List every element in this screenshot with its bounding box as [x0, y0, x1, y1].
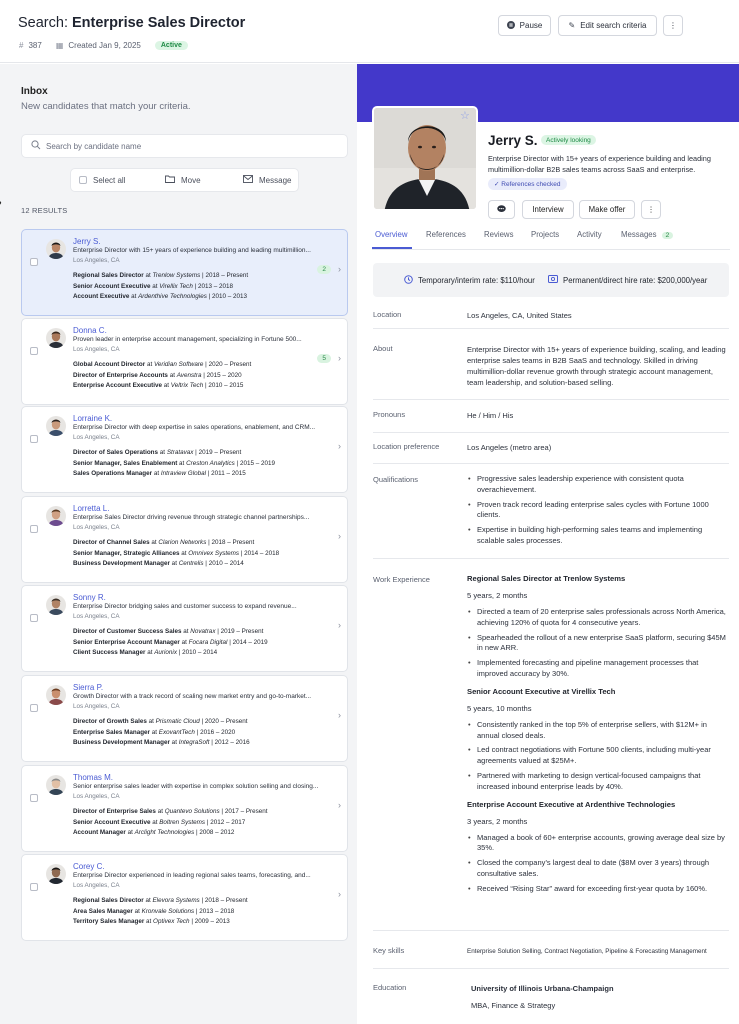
- job-entry: Area Sales Manager at Kronvale Solutions | 2013 – 2018: [73, 907, 235, 915]
- references-badge-label: References checked: [501, 181, 561, 188]
- hash-icon: #: [19, 41, 24, 50]
- job-title: Area Sales Manager: [73, 907, 133, 915]
- candidate-headline: Proven leader in enterprise account management, specializing in Fortune 500...: [73, 336, 302, 343]
- calendar-icon: ▦: [55, 41, 64, 50]
- job-dates: 2018 – Present: [211, 539, 255, 546]
- location-preference-value: Los Angeles (metro area): [467, 443, 552, 452]
- experience-bullet: • Received “Rising Star” award for exceeding first-year quota by 160%.: [467, 884, 729, 895]
- education-row: [373, 969, 729, 1024]
- message-count-badge: 2: [317, 265, 331, 274]
- profile-summary: Enterprise Director with 15+ years of experience building and leading multimillion-dollar B2B sales teams across SaaS and enterprise.: [488, 154, 711, 174]
- pencil-icon: ✎: [568, 21, 576, 30]
- experience-duration: 5 years, 10 months: [467, 703, 532, 713]
- job-dates: 2012 – 2017: [210, 818, 246, 826]
- about-label: About: [373, 344, 393, 353]
- experience-bullet: • Consistently ranked in the top 5% of enterprise sellers, with $12M+ in annual closed deals.: [467, 720, 729, 742]
- candidate-name[interactable]: Lorretta L.: [73, 504, 110, 513]
- experience-list: [467, 573, 729, 899]
- job-title: Director of Channel Sales: [73, 539, 150, 546]
- experience-bullet: • Spearheaded the rollout of a new enterprise SaaS platform, securing $45M in new ARR.: [467, 633, 729, 655]
- job-company: Quantevo Solutions: [164, 808, 220, 815]
- rates-banner: [373, 263, 729, 297]
- candidate-card[interactable]: [21, 496, 348, 583]
- select-all-checkbox[interactable]: [79, 176, 87, 184]
- message-count-badge: 5: [317, 354, 331, 363]
- job-entry: Director of Customer Success Sales at Novatrax | 2019 – Present: [73, 628, 264, 635]
- job-entry: Director of Growth Sales at Prismatic Cloud | 2020 – Present: [73, 718, 248, 725]
- job-dates: 2008 – 2012: [199, 829, 235, 836]
- candidate-headline: Growth Director with a track record of scaling new market entry and go-to-market...: [73, 693, 312, 700]
- experience-bullet: • Led contract negotiations with Fortune 500 clients, including multi-year agreements valued at $25M+.: [467, 745, 729, 767]
- profile-tabs: [372, 226, 730, 250]
- clock-icon: [404, 275, 413, 286]
- job-entry: Account Executive at Ardenthive Technologies | 2010 – 2013: [73, 293, 248, 300]
- job-entry: Director of Enterprise Accounts at Avenstra | 2015 – 2020: [73, 371, 242, 379]
- candidate-location: Los Angeles, CA: [73, 613, 120, 620]
- edit-search-button[interactable]: [558, 15, 657, 36]
- experience-bullet: • Implemented forecasting and pipeline management processes that improved accuracy by 30%.: [467, 658, 729, 680]
- pronouns-row: [373, 400, 729, 433]
- qualification-item: • Expertise in building high-performing sales teams and implementing scalable sales processes.: [467, 525, 729, 547]
- candidate-checkbox[interactable]: [30, 347, 38, 355]
- search-id: 387: [28, 41, 42, 50]
- interview-label: Interview: [532, 205, 564, 214]
- work-experience-row: [373, 559, 729, 931]
- candidate-location: Los Angeles, CA: [73, 434, 120, 441]
- job-history: [73, 718, 250, 750]
- message-button[interactable]: [243, 175, 291, 185]
- experience-title: Senior Account Executive at Virellix Tech: [467, 686, 616, 696]
- job-history: [73, 449, 275, 481]
- job-dates: 2010 – 2014: [208, 560, 244, 567]
- move-button[interactable]: [165, 175, 201, 185]
- job-dates: 2018 – Present: [204, 897, 248, 904]
- job-dates: 2010 – 2014: [182, 649, 218, 656]
- job-title: Senior Account Executive: [73, 282, 151, 290]
- avatar: [46, 864, 66, 884]
- experience-bullets: [467, 833, 729, 895]
- job-dates: 2017 – Present: [224, 808, 268, 815]
- job-dates: 2016 – 2020: [200, 728, 236, 736]
- experience-bullet: • Partnered with marketing to design vertical-focused campaigns that increased inbound enterprise leads by 40%.: [467, 771, 729, 793]
- job-title: Regional Sales Director: [73, 272, 144, 279]
- job-dates: 2013 – 2018: [199, 907, 235, 915]
- candidate-checkbox[interactable]: [30, 794, 38, 802]
- job-entry: Senior Manager, Sales Enablement at Creston Analytics | 2015 – 2019: [73, 459, 275, 467]
- job-company: Trenlow Systems: [152, 272, 201, 279]
- job-title: Territory Sales Manager: [73, 918, 145, 925]
- candidate-headline: Enterprise Sales Director driving revenue through strategic channel partnerships...: [73, 514, 310, 521]
- tab-references[interactable]: References: [426, 230, 466, 239]
- pause-label: Pause: [519, 21, 543, 30]
- candidate-card[interactable]: [21, 854, 348, 941]
- candidate-name[interactable]: Sonny R.: [73, 593, 106, 602]
- candidate-card[interactable]: [21, 675, 348, 762]
- job-dates: 2015 – 2020: [206, 371, 242, 379]
- candidate-checkbox[interactable]: [30, 704, 38, 712]
- job-entry: Senior Account Executive at Boltren Systems | 2012 – 2017: [73, 818, 246, 826]
- messages-count-badge: 2: [662, 232, 674, 239]
- avatar: [46, 416, 66, 436]
- candidate-name[interactable]: Thomas M.: [73, 773, 114, 782]
- job-company: Avenstra: [176, 371, 202, 379]
- degree: MBA, Finance & Strategy: [471, 1001, 556, 1010]
- pronouns-value: He / Him / His: [467, 411, 514, 420]
- job-entry: Account Manager at Arclight Technologies | 2008 – 2012: [73, 829, 235, 836]
- job-company: Centrelis: [178, 560, 204, 567]
- avatar: [46, 506, 66, 526]
- avatar: [46, 328, 66, 348]
- mail-icon: [243, 175, 253, 185]
- candidate-headline: Enterprise Director experienced in leading regional sales teams, forecasting, and...: [73, 872, 311, 879]
- job-entry: Director of Channel Sales at Clarion Networks | 2018 – Present: [73, 539, 255, 546]
- perm-rate: [548, 275, 707, 285]
- candidate-name[interactable]: Sierra P.: [73, 683, 104, 692]
- candidate-location: Los Angeles, CA: [73, 346, 120, 353]
- job-history: [73, 808, 268, 840]
- looking-badge: Actively looking: [541, 135, 596, 145]
- avatar: [46, 685, 66, 705]
- job-dates: 2012 – 2016: [214, 739, 250, 746]
- money-icon: [548, 275, 558, 285]
- job-dates: 2010 – 2015: [208, 382, 244, 389]
- job-title: Senior Account Executive: [73, 818, 151, 826]
- check-icon: ✓: [494, 181, 502, 188]
- job-history: [73, 628, 268, 660]
- candidate-card[interactable]: [21, 229, 348, 316]
- job-entry: Senior Manager, Strategic Alliances at Omnivex Systems | 2014 – 2018: [73, 549, 280, 557]
- inbox-panel: [0, 64, 357, 1024]
- job-company: Elevora Systems: [152, 897, 200, 904]
- qualifications-label: Qualifications: [373, 475, 419, 484]
- candidate-location: Los Angeles, CA: [73, 257, 120, 264]
- job-company: Omnivex Systems: [188, 549, 240, 557]
- job-entry: Director of Sales Operations at Stratavax | 2019 – Present: [73, 449, 242, 456]
- job-title: Account Manager: [73, 829, 126, 836]
- work-experience-label: Work Experience: [373, 575, 430, 584]
- job-dates: 2020 – Present: [204, 718, 248, 725]
- job-title: Enterprise Account Executive: [73, 382, 163, 389]
- job-company: IntegraSoft: [178, 739, 210, 746]
- chevron-right-icon[interactable]: ›: [338, 441, 341, 451]
- inbox-subtitle: New candidates that match your criteria.: [21, 101, 191, 112]
- created-date: Created Jan 9, 2025: [68, 41, 141, 50]
- job-company: Ardenthive Technologies: [138, 293, 207, 300]
- job-title: Business Development Manager: [73, 739, 170, 746]
- job-entry: Global Account Director at Veridian Software | 2020 – Present: [73, 361, 252, 368]
- job-entry: Senior Enterprise Account Manager at Focara Digital | 2014 – 2019: [73, 638, 268, 646]
- experience-bullets: [467, 720, 729, 793]
- job-title: Client Success Manager: [73, 649, 146, 656]
- job-company: Prismatic Cloud: [155, 718, 200, 725]
- temp-rate-label: Temporary/interim rate: $110/hour: [418, 276, 535, 285]
- job-entry: Senior Account Executive at Virellix Tech | 2013 – 2018: [73, 282, 233, 290]
- job-dates: 2013 – 2018: [197, 282, 233, 290]
- make-offer-button[interactable]: [579, 200, 635, 219]
- candidate-search-input[interactable]: [46, 142, 326, 151]
- candidate-location: Los Angeles, CA: [73, 882, 120, 889]
- job-title: Business Development Manager: [73, 560, 170, 567]
- job-company: Veridian Software: [153, 361, 204, 368]
- about-value: Enterprise Director with 15+ years of experience building, scaling, and leading enterprise sales teams in B2B SaaS and technology. Skilled in driving multimillion-dollar revenue growth through strategic account management, team leadership, and solution-based selling.: [467, 345, 726, 387]
- job-company: Aurionix: [154, 649, 177, 656]
- tab-messages[interactable]: [621, 230, 673, 239]
- search-name: Enterprise Sales Director: [72, 15, 246, 31]
- experience-title: Enterprise Account Executive at Ardenthive Technologies: [467, 799, 676, 809]
- job-title: Senior Manager, Strategic Alliances: [73, 549, 180, 557]
- location-value: Los Angeles, CA, United States: [467, 311, 572, 320]
- job-company: Virellix Tech: [159, 282, 193, 290]
- candidate-headline: Senior enterprise sales leader with expertise in complex solution selling and closing...: [73, 783, 319, 790]
- select-all-label: Select all: [93, 175, 126, 185]
- candidate-headline: Enterprise Director bridging sales and customer success to expand revenue...: [73, 603, 297, 610]
- candidate-location: Los Angeles, CA: [73, 793, 120, 800]
- candidate-profile: [357, 64, 739, 1024]
- more-options-button[interactable]: [663, 15, 683, 36]
- candidate-name[interactable]: Lorraine K.: [73, 414, 113, 423]
- job-history: [73, 361, 251, 393]
- tab-reviews[interactable]: Reviews: [484, 230, 514, 239]
- chevron-right-icon[interactable]: ›: [338, 264, 341, 274]
- job-entry: Enterprise Sales Manager at ExovantTech | 2016 – 2020: [73, 728, 236, 736]
- chevron-right-icon[interactable]: ›: [338, 620, 341, 630]
- experience-bullet: • Closed the company’s largest deal to date ($8M over 3 years) through consultative sales.: [467, 858, 729, 880]
- job-entry: Business Development Manager at Centrelis | 2010 – 2014: [73, 560, 244, 567]
- candidate-name[interactable]: Donna C.: [73, 326, 107, 335]
- chat-bubble-icon: [497, 205, 506, 215]
- job-dates: 2020 – Present: [208, 361, 252, 368]
- job-history: [73, 539, 279, 571]
- job-entry: Client Success Manager at Aurionix | 2010 – 2014: [73, 649, 218, 656]
- inbox-title: Inbox: [21, 86, 48, 97]
- job-company: Creston Analytics: [186, 459, 235, 467]
- candidate-checkbox[interactable]: [30, 614, 38, 622]
- candidate-card[interactable]: [21, 318, 348, 405]
- job-title: Regional Sales Director: [73, 897, 144, 904]
- school-name: University of Illinois Urbana-Champaign: [471, 984, 614, 993]
- search-icon: [31, 140, 41, 153]
- job-company: Stratavax: [166, 449, 194, 456]
- job-title: Director of Growth Sales: [73, 718, 147, 725]
- move-label: Move: [181, 175, 201, 185]
- references-badge: [488, 178, 567, 190]
- job-dates: 2019 – Present: [198, 449, 242, 456]
- job-title: Senior Manager, Sales Enablement: [73, 459, 178, 467]
- job-company: ExovantTech: [158, 728, 195, 736]
- job-title: Director of Customer Success Sales: [73, 628, 182, 635]
- job-title: Director of Sales Operations: [73, 449, 159, 456]
- avatar: [46, 595, 66, 615]
- profile-more-button[interactable]: [641, 200, 661, 219]
- education-label: Education: [373, 983, 407, 992]
- job-dates: 2014 – 2019: [232, 638, 268, 646]
- page-header: [0, 0, 739, 63]
- candidate-card[interactable]: [21, 765, 348, 852]
- profile-name: Jerry S.: [488, 133, 538, 148]
- location-row: [373, 302, 729, 329]
- job-title: Account Executive: [73, 293, 130, 300]
- make-offer-label: Make offer: [588, 205, 626, 214]
- more-icon: ⋮: [669, 21, 677, 30]
- job-company: Focara Digital: [188, 638, 228, 646]
- tab-projects[interactable]: Projects: [531, 230, 560, 239]
- perm-rate-label: Permanent/direct hire rate: $200,000/year: [563, 275, 708, 285]
- candidate-location: Los Angeles, CA: [73, 703, 120, 710]
- key-skills-value: Enterprise Solution Selling, Contract Negotiation, Pipeline & Forecasting Management: [467, 948, 707, 955]
- candidate-card[interactable]: [21, 585, 348, 672]
- more-icon: ⋮: [647, 205, 655, 214]
- about-row: [373, 329, 729, 400]
- bulk-actions-bar: [70, 168, 299, 192]
- status-badge: Active: [155, 41, 188, 50]
- candidate-search[interactable]: [21, 134, 348, 158]
- candidate-headline: Enterprise Director with 15+ years of experience building and leading multimillion...: [73, 247, 311, 254]
- experience-duration: 3 years, 2 months: [467, 816, 528, 826]
- key-skills-label: Key skills: [373, 946, 405, 955]
- collapse-panel-icon[interactable]: [0, 197, 10, 213]
- candidate-checkbox[interactable]: [30, 883, 38, 891]
- job-history: [73, 897, 248, 929]
- experience-title: Regional Sales Director at Trenlow Systems: [467, 574, 626, 583]
- experience-bullet: • Directed a team of 20 enterprise sales professionals across North America, achieving 120% of quota for 4 consecutive years.: [467, 607, 729, 629]
- candidate-headline: Enterprise Director with deep expertise in sales operations, enablement, and CRM...: [73, 424, 316, 431]
- candidate-checkbox[interactable]: [30, 525, 38, 533]
- job-entry: Enterprise Account Executive at Veltrix Tech | 2010 – 2015: [73, 382, 244, 389]
- job-entry: Sales Operations Manager at Intraview Global | 2011 – 2015: [73, 470, 246, 477]
- job-title: Senior Enterprise Account Manager: [73, 638, 180, 646]
- favorite-star-icon[interactable]: ☆: [460, 110, 470, 122]
- job-company: Intraview Global: [160, 470, 207, 477]
- chevron-right-icon[interactable]: ›: [338, 353, 341, 363]
- job-company: Optivex Tech: [153, 918, 190, 925]
- qualification-item: • Progressive sales leadership experience with consistent quota overachievement.: [467, 474, 729, 496]
- job-title: Enterprise Sales Manager: [73, 728, 150, 736]
- job-title: Director of Enterprise Sales: [73, 808, 156, 815]
- tab-messages-label: Messages: [621, 230, 657, 239]
- job-company: Novatrax: [190, 628, 216, 635]
- job-company: Veltrix Tech: [170, 382, 204, 389]
- job-dates: 2011 – 2015: [211, 470, 246, 477]
- candidate-location: Los Angeles, CA: [73, 524, 120, 531]
- qualifications-list: [467, 474, 729, 551]
- location-preference-row: [373, 433, 729, 464]
- job-dates: 2010 – 2013: [211, 293, 248, 300]
- location-label: Location: [373, 310, 402, 319]
- candidate-name[interactable]: Corey C.: [73, 862, 105, 871]
- pronouns-label: Pronouns: [373, 410, 406, 419]
- job-dates: 2014 – 2018: [244, 549, 280, 557]
- tab-activity[interactable]: Activity: [577, 230, 602, 239]
- title-prefix: Search:: [18, 15, 68, 31]
- message-label: Message: [259, 175, 292, 185]
- chevron-right-icon[interactable]: ›: [338, 531, 341, 541]
- job-company: Clarion Networks: [158, 539, 207, 546]
- pause-icon: [507, 21, 515, 31]
- candidate-card[interactable]: [21, 406, 348, 493]
- chat-button[interactable]: [488, 200, 515, 219]
- job-entry: Business Development Manager at IntegraSoft | 2012 – 2016: [73, 739, 250, 746]
- candidate-checkbox[interactable]: [30, 435, 38, 443]
- qualifications-row: [373, 464, 729, 559]
- experience-bullets: [467, 607, 729, 680]
- candidate-name[interactable]: Jerry S.: [73, 237, 101, 246]
- search-meta: [19, 41, 188, 50]
- job-entry: Regional Sales Director at Trenlow Systems | 2018 – Present: [73, 272, 249, 279]
- pause-button[interactable]: [498, 15, 551, 36]
- job-dates: 2009 – 2013: [194, 918, 230, 925]
- job-dates: 2018 – Present: [205, 272, 249, 279]
- job-company: Kronvale Solutions: [141, 907, 195, 915]
- page-title: [18, 15, 245, 31]
- location-preference-label: Location preference: [373, 442, 440, 451]
- experience-duration: 5 years, 2 months: [467, 591, 528, 600]
- job-company: Boltren Systems: [159, 818, 206, 826]
- qualification-item: • Proven track record leading enterprise sales cycles with Fortune 1000 clients.: [467, 500, 729, 522]
- tab-overview[interactable]: Overview: [375, 230, 408, 239]
- job-entry: Territory Sales Manager at Optivex Tech | 2009 – 2013: [73, 918, 230, 925]
- avatar: [46, 775, 66, 795]
- job-title: Director of Enterprise Accounts: [73, 371, 168, 379]
- job-title: Sales Operations Manager: [73, 470, 153, 477]
- chevron-right-icon[interactable]: ›: [338, 800, 341, 810]
- experience-bullet: • Managed a book of 60+ enterprise accounts, growing average deal size by 35%.: [467, 833, 729, 855]
- chevron-right-icon[interactable]: ›: [338, 710, 341, 720]
- job-entry: Director of Enterprise Sales at Quantevo Solutions | 2017 – Present: [73, 808, 268, 815]
- folder-icon: [165, 175, 175, 185]
- edit-search-label: Edit search criteria: [580, 21, 647, 30]
- interview-button[interactable]: [522, 200, 574, 219]
- results-count: 12 RESULTS: [21, 206, 68, 215]
- chevron-right-icon[interactable]: ›: [338, 889, 341, 899]
- job-history: [73, 272, 248, 304]
- job-dates: 2015 – 2019: [239, 459, 275, 467]
- job-title: Global Account Director: [73, 361, 146, 368]
- key-skills-row: [373, 931, 729, 969]
- job-dates: 2019 – Present: [220, 628, 264, 635]
- temp-rate: [404, 275, 535, 286]
- avatar: [46, 239, 66, 259]
- job-entry: Regional Sales Director at Elevora Systems | 2018 – Present: [73, 897, 248, 904]
- candidate-checkbox[interactable]: [30, 258, 38, 266]
- active-tab-indicator: [372, 247, 412, 249]
- job-company: Arclight Technologies: [134, 829, 195, 836]
- select-all-button[interactable]: [79, 176, 125, 185]
